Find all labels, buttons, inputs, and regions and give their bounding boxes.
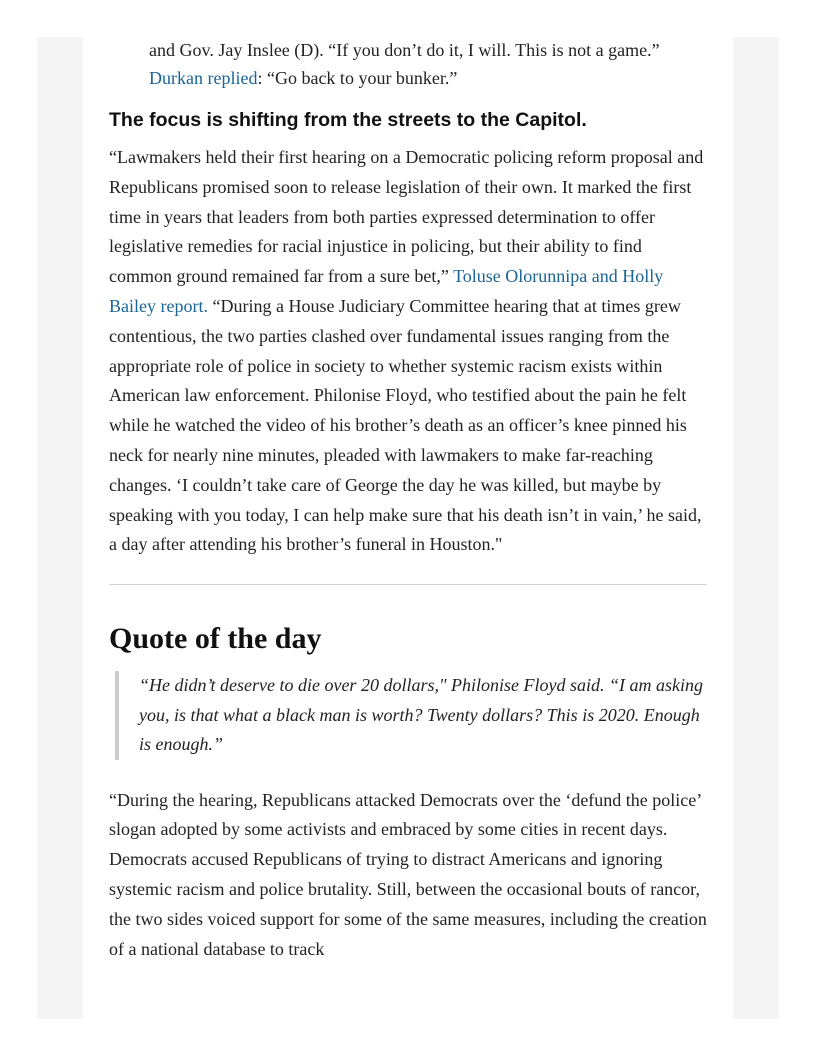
section-heading: The focus is shifting from the streets to the Capitol. — [109, 109, 587, 131]
quote-block — [115, 671, 709, 760]
report-link[interactable]: Toluse Olorunnipa and Holly Bailey report. — [109, 266, 664, 316]
after-quote-paragraph: “During the hearing, Republicans attacked Democrats over the ‘defund the police’ slogan adopted by some activists and embraced by some cities in recent days. Democrats accused Republicans of trying to distract Americans and ignoring systemic racism and police brutality. Still, between the occasional bouts of rancor, the two sides voiced support for some of the same measures, including the creation of a national database to track — [109, 789, 707, 959]
hearing-paragraph — [109, 143, 709, 560]
section-divider — [109, 584, 707, 585]
quote-of-the-day-heading: Quote of the day — [109, 622, 322, 656]
hearing-text-after: “During a House Judiciary Committee hearing that at times grew contentious, the two parties clashed over fundamental issues ranging from the appropriate role of police in society to whether systemic racism exists within American law enforcement. Philonise Floyd, who testified about the pain he felt while he watched the video of his brother’s death as an officer’s knee pinned his neck for nearly nine minutes, pleaded with lawmakers to make far-reaching changes. ‘I couldn’t take care of George the day he was killed, but maybe by speaking with you today, I can help make sure that his death isn’t in vain,’ he said, a day after attending his brother’s funeral in Houston." — [109, 295, 702, 555]
quote-text: “He didn’t deserve to die over 20 dollars," Philonise Floyd said. “I am asking you, is that what a black man is worth? Twenty dollars? This is 2020. Enough is enough.” — [139, 675, 703, 755]
continued-paragraph — [109, 36, 709, 92]
continued-text-after: : “Go back to your bunker.” — [257, 68, 458, 88]
hearing-text-before: “Lawmakers held their first hearing on a Democratic policing reform proposal and Republicans promised soon to release legislation of their own. It marked the first time in years that leaders from both parties expressed determination to offer legislative remedies for racial injustice in policing, but their ability to find common ground remained far from a sure bet,” — [109, 147, 704, 287]
left-margin-panel — [37, 37, 83, 1019]
article-body — [109, 36, 709, 964]
continued-text-before: and Gov. Jay Inslee (D). “If you don’t do it, I will. This is not a game.” — [149, 40, 660, 60]
right-margin-panel — [733, 37, 779, 1019]
durkan-replied-link[interactable]: Durkan replied — [149, 68, 258, 88]
